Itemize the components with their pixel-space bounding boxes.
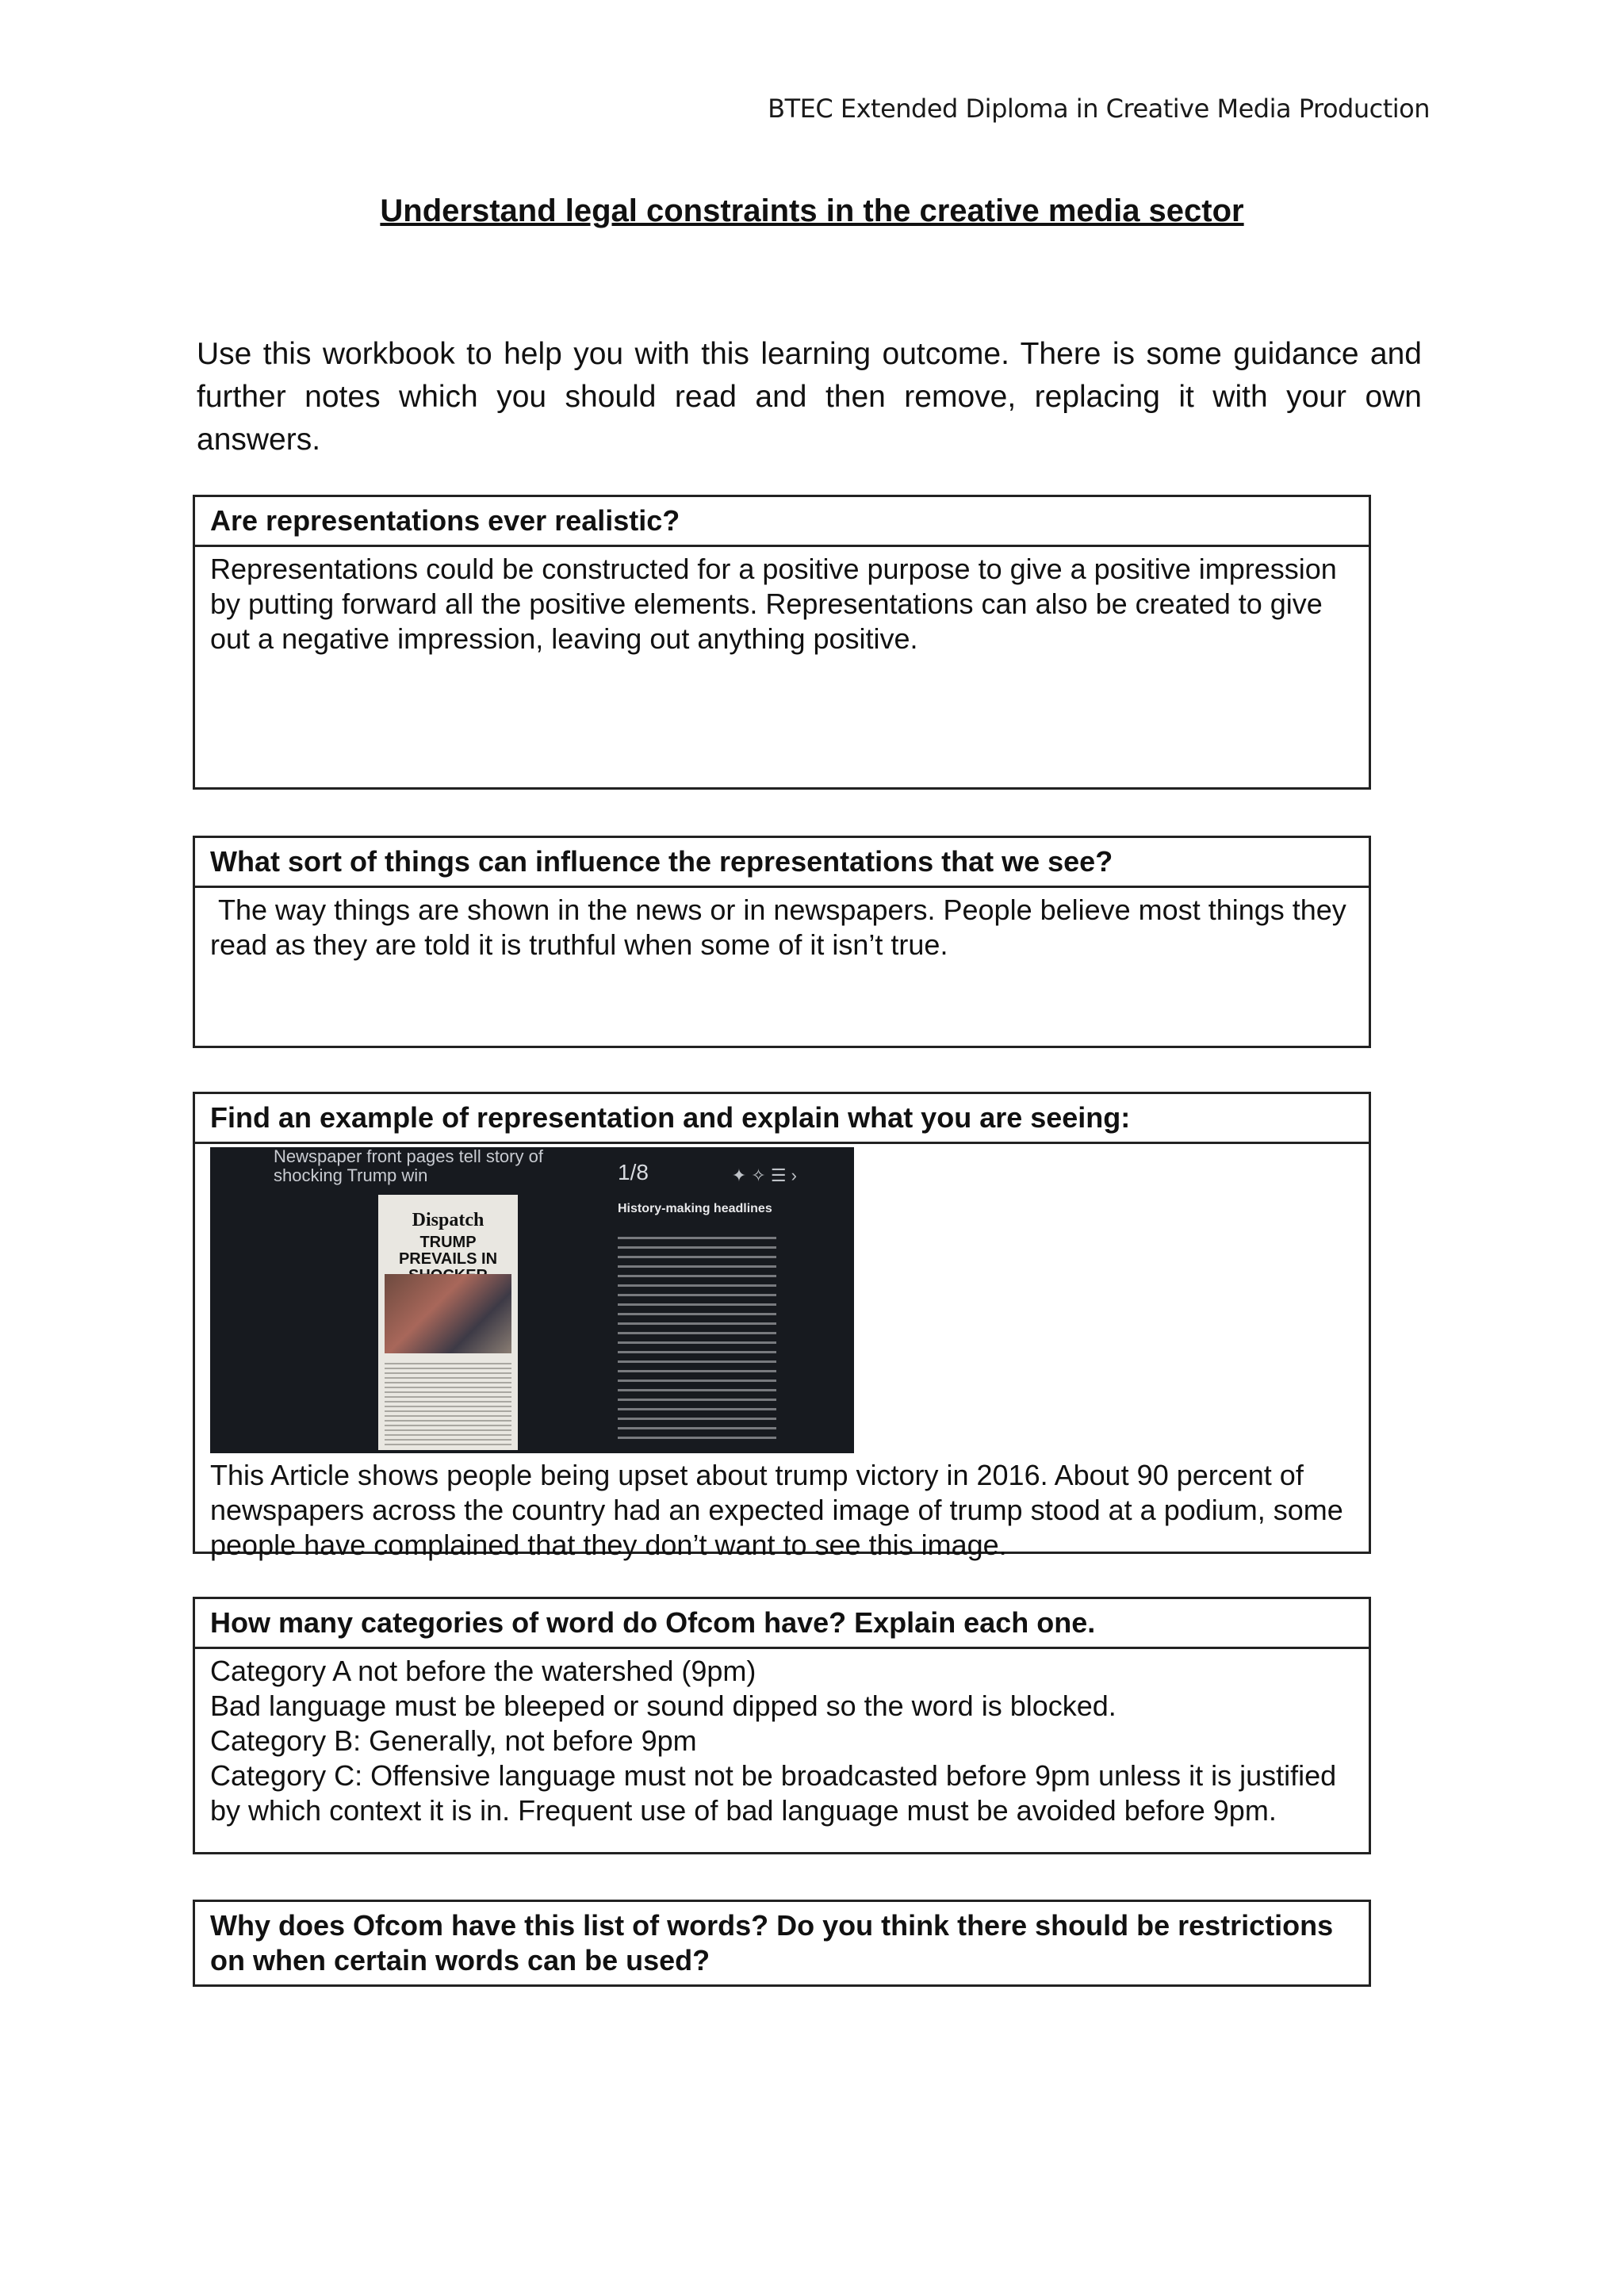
share-icons: ✦ ✧ ☰ › xyxy=(731,1165,797,1185)
answer-area xyxy=(195,1144,1369,1567)
article-heading: History-making headlines xyxy=(618,1192,776,1231)
question-box-ofcom-categories xyxy=(193,1597,1371,1854)
question-heading: Find an example of representation and explain what you are seeing: xyxy=(195,1094,1369,1144)
question-box-ofcom-reasons xyxy=(193,1900,1371,1987)
newspaper-headline: TRUMP PREVAILS IN xyxy=(398,1234,498,1268)
answer-text[interactable]: The way things are shown in the news or in newspapers. People believe most things they read as they are told it is truthful when some of it isn’t true. xyxy=(210,894,1354,961)
newspaper-columns xyxy=(385,1360,511,1445)
newspaper-front-page xyxy=(378,1195,518,1450)
newspaper-masthead: Dispatch xyxy=(412,1210,485,1230)
image-caption: Newspaper front pages tell story of shocking Trump win xyxy=(274,1147,543,1185)
newspaper-screenshot-image xyxy=(210,1147,854,1453)
answer-area[interactable] xyxy=(195,1649,1369,1833)
crowd-photo xyxy=(385,1274,511,1353)
answer-line: Category A not before the watershed (9pm) xyxy=(210,1655,756,1687)
question-heading: What sort of things can influence the representations that we see? xyxy=(195,838,1369,888)
answer-line: Bad language must be bleeped or sound dipped so the word is blocked. xyxy=(210,1689,1116,1722)
gallery-page-indicator: 1/8 xyxy=(618,1160,649,1184)
answer-text[interactable]: Representations could be constructed for a positive purpose to give a positive impression by putting forward all the positive elements. Representations can also be created to give out a negative impression, leaving out anything positive. xyxy=(210,553,1337,655)
page-title: Understand legal constraints in the creative media sector xyxy=(380,193,1244,228)
question-box-realistic xyxy=(193,495,1371,790)
question-heading: Why does Ofcom have this list of words? Do you think there should be restrictions on when certain words can be used? xyxy=(210,1909,1334,1976)
question-heading: How many categories of word do Ofcom have? Explain each one. xyxy=(195,1599,1369,1649)
answer-text[interactable]: This Article shows people being upset about trump victory in 2016. About 90 percent of newspapers across the country had an expected image of trump stood at a podium, some people have complained that they don’t want to see this image. xyxy=(210,1459,1343,1561)
question-box-example xyxy=(193,1092,1371,1561)
course-header: BTEC Extended Diploma in Creative Media Production xyxy=(768,94,1430,124)
answer-line: Category B: Generally, not before 9pm xyxy=(210,1724,697,1757)
intro-paragraph: Use this workbook to help you with this learning outcome. There is some guidance and further notes which you should read and then remove, replacing it with your own answers. xyxy=(197,337,1422,457)
article-text-block xyxy=(618,1192,776,1445)
answer-line: Category C: Offensive language must not be broadcasted before 9pm unless it is justified by which context it is in. Frequent use of bad language must be avoided before 9pm. xyxy=(210,1759,1337,1827)
question-heading: Are representations ever realistic? xyxy=(195,497,1369,547)
question-box-influence xyxy=(193,836,1371,1048)
